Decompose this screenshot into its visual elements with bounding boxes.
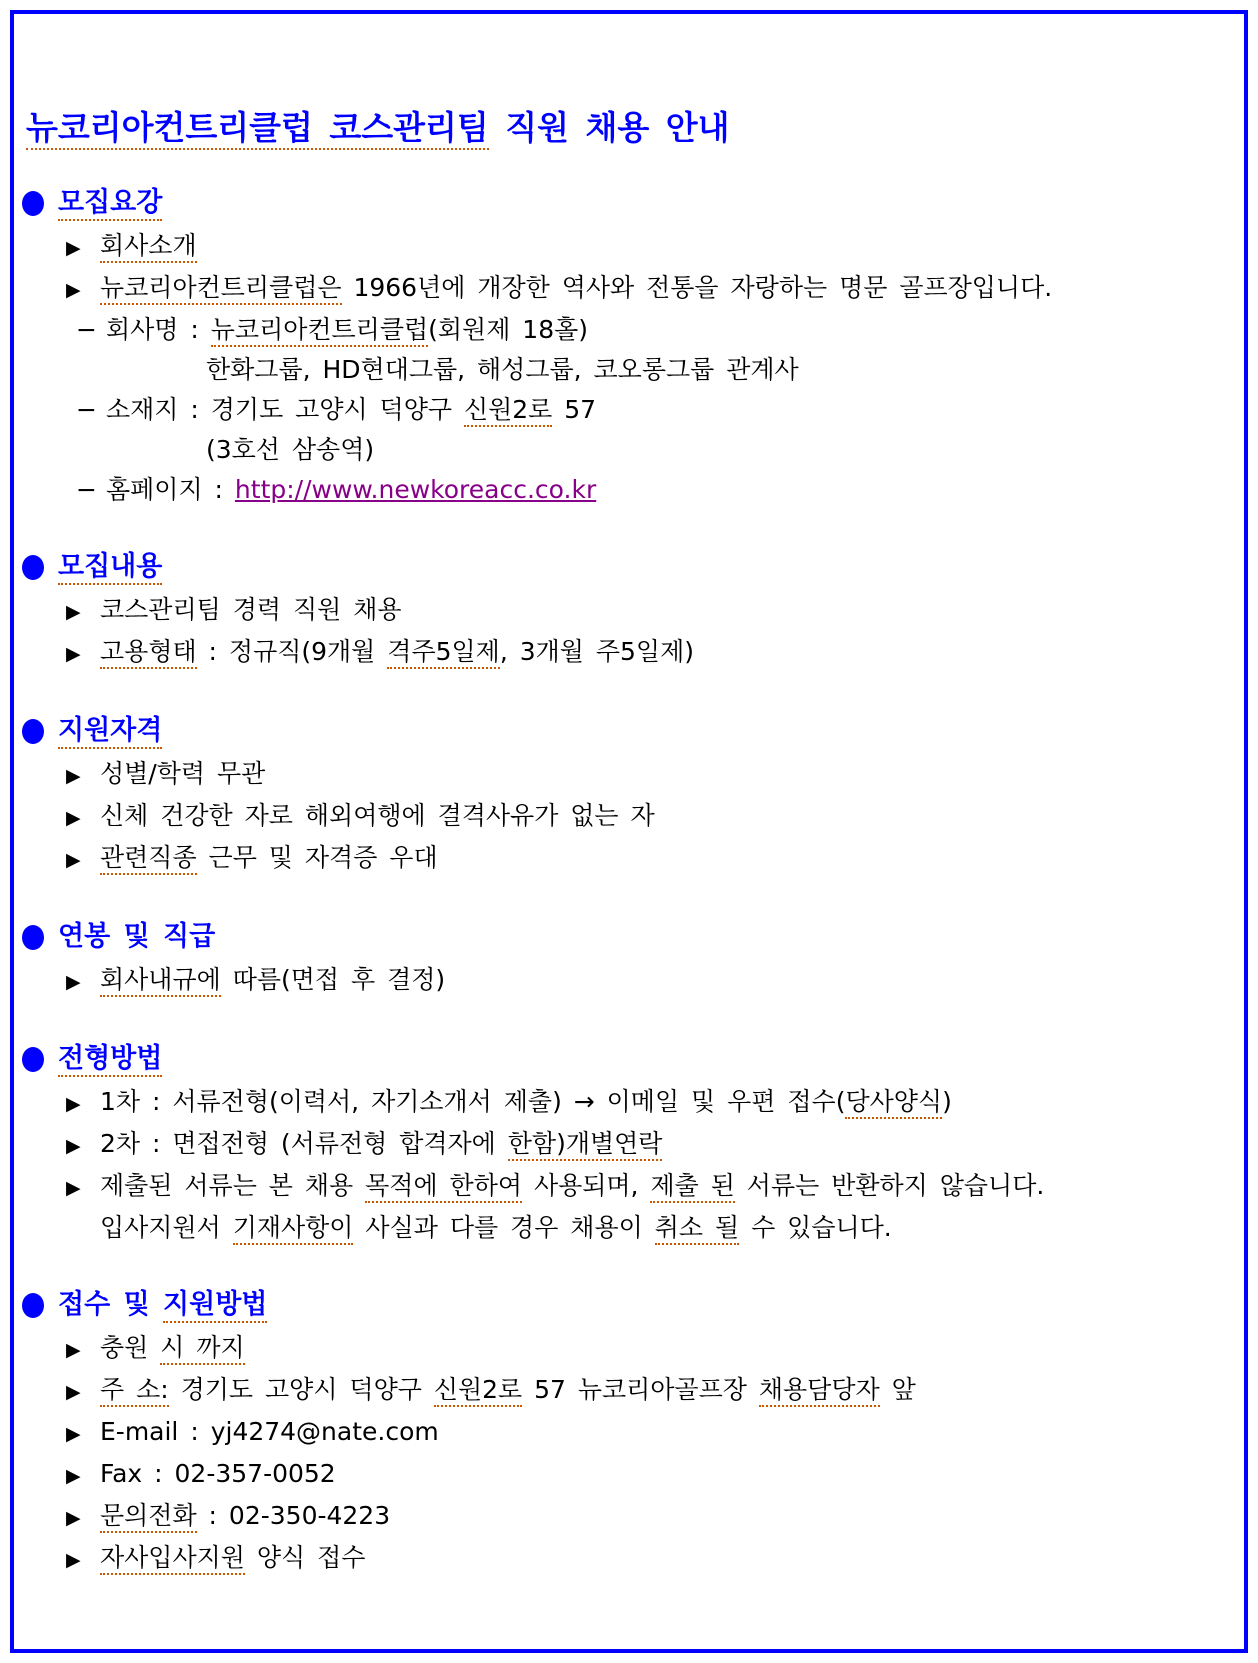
list-item	[20, 1328, 1228, 1370]
spellcheck-marked-text: 당사양식	[845, 1087, 942, 1119]
text-segment: 한화그룹, HD현대그룹, 해성그룹, 코오롱그룹 관계사	[206, 355, 799, 384]
text-segment: 2차 : 면접전형 (서류전형 합격자에	[100, 1129, 508, 1158]
spellcheck-marked-text: 격주5일제	[387, 637, 500, 669]
section-heading-row	[20, 1282, 1228, 1328]
text-segment: : 정규직(9개월	[196, 637, 388, 666]
text-segment: 신체 건강한 자로 해외여행에 결격사유가 없는 자	[100, 801, 655, 830]
text-segment: 성별/학력 무관	[100, 759, 266, 788]
text-segment: 57 뉴코리아골프장	[522, 1375, 759, 1404]
text-segment: 사실과 다를 경우 채용이	[353, 1213, 655, 1242]
section-heading	[58, 1036, 162, 1082]
spellcheck-marked-text: 회사내규에	[100, 965, 221, 997]
spellcheck-marked-text: 한함)개별연락	[508, 1129, 663, 1161]
dash-bullet-icon: −	[76, 475, 97, 504]
arrow-bullet-icon: ▶	[66, 279, 81, 301]
list-item	[20, 1082, 1228, 1124]
text-segment: )	[942, 1087, 952, 1116]
list-item-text	[100, 1538, 365, 1578]
text-segment: 경기도 고양시 덕양구	[168, 1375, 434, 1404]
text-segment: 사용되며,	[522, 1171, 651, 1200]
text-segment: 연봉 및 직급	[58, 921, 216, 952]
arrow-bullet-icon: ▶	[66, 849, 81, 871]
section-heading-row	[20, 180, 1228, 226]
sections	[20, 180, 1228, 1580]
list-item	[20, 1412, 1228, 1454]
list-item-text	[100, 796, 655, 836]
arrow-bullet-icon: ▶	[66, 1135, 81, 1157]
section-heading	[58, 180, 162, 226]
section-heading	[58, 914, 215, 960]
spellcheck-marked-text: 지원방법	[163, 1289, 267, 1323]
section-heading-row	[20, 544, 1228, 590]
section-bullet-circle-icon	[22, 191, 44, 216]
list-item-text	[100, 1328, 245, 1368]
list-item	[20, 1496, 1228, 1538]
spellcheck-marked-text: 기재사항이	[233, 1213, 354, 1245]
text-segment: 앞	[879, 1375, 916, 1404]
text-segment: 회사명 :	[106, 315, 211, 344]
spellcheck-marked-text: 주 소:	[100, 1375, 169, 1407]
section	[20, 180, 1228, 510]
list-item	[20, 310, 1228, 350]
text-segment: 제출된 서류는 본 채용	[100, 1171, 366, 1200]
list-item	[20, 350, 1228, 390]
list-item	[20, 390, 1228, 430]
list-item-text	[100, 838, 438, 878]
text-segment: 접수 및	[58, 1289, 164, 1320]
arrow-bullet-icon: ▶	[66, 807, 81, 829]
text-segment: 양식 접수	[244, 1543, 366, 1572]
dash-bullet-icon: −	[76, 315, 97, 344]
dash-bullet-icon: −	[76, 395, 97, 424]
list-item-text	[106, 470, 596, 510]
arrow-bullet-icon: ▶	[66, 643, 81, 665]
spellcheck-marked-text: 제출 된	[650, 1171, 734, 1203]
list-item	[20, 268, 1228, 310]
list-item	[20, 1454, 1228, 1496]
arrow-bullet-icon: ▶	[66, 1549, 81, 1571]
spellcheck-marked-text: 모집요강	[58, 187, 162, 221]
list-item-text	[100, 1124, 662, 1164]
arrow-bullet-icon: ▶	[66, 1423, 81, 1445]
list-item-text	[106, 390, 596, 430]
list-item	[20, 796, 1228, 838]
text-segment: 충원	[100, 1333, 161, 1362]
section-heading-row	[20, 708, 1228, 754]
page-title	[26, 102, 1228, 154]
list-item	[20, 1124, 1228, 1166]
document-border-frame	[10, 10, 1248, 1653]
list-item	[20, 632, 1228, 674]
arrow-bullet-icon: ▶	[66, 1465, 81, 1487]
text-segment: 수 있습니다.	[739, 1213, 892, 1242]
homepage-link[interactable]: http://www.newkoreacc.co.kr	[234, 475, 597, 504]
list-item-text	[206, 430, 374, 470]
spellcheck-marked-text: 관련직종	[100, 843, 197, 875]
section-bullet-circle-icon	[22, 1293, 44, 1318]
list-item-text	[100, 226, 197, 266]
text-segment: 코스관리팀 경력 직원 채용	[100, 595, 402, 624]
text-segment: E-mail : yj4274@nate.com	[100, 1417, 439, 1446]
list-item-text	[206, 350, 799, 390]
spellcheck-marked-text: 지원자격	[58, 715, 162, 749]
list-item	[20, 1166, 1228, 1208]
spellcheck-marked-text: 시 까지	[160, 1333, 244, 1365]
section-heading-row	[20, 1036, 1228, 1082]
spellcheck-marked-text: 신원2로	[434, 1375, 522, 1407]
list-item	[20, 838, 1228, 880]
spellcheck-marked-text: 목적에 한하여	[365, 1171, 522, 1203]
text-segment: 서류는 반환하지 않습니다.	[734, 1171, 1045, 1200]
arrow-bullet-icon: ▶	[66, 237, 81, 259]
text-segment: (3호선 삼송역)	[206, 435, 375, 464]
list-item	[20, 430, 1228, 470]
spellcheck-marked-text: 뉴코리아컨트리클럽 코스관리팀	[26, 108, 489, 150]
spellcheck-marked-text: 고용형태	[100, 637, 197, 669]
arrow-bullet-icon: ▶	[66, 1507, 81, 1529]
text-segment: 따름(면접 후 결정)	[220, 965, 446, 994]
text-segment: (회원제 18홀)	[428, 315, 589, 344]
list-item-text	[100, 1370, 916, 1410]
list-item	[20, 590, 1228, 632]
list-item	[20, 1370, 1228, 1412]
list-item-text	[100, 268, 1052, 308]
spellcheck-marked-text: 회사소개	[100, 231, 197, 263]
list-item-text	[106, 310, 588, 350]
text-segment: Fax : 02-357-0052	[100, 1459, 336, 1488]
section-heading	[58, 708, 162, 754]
text-segment: 홈페이지 :	[106, 475, 235, 504]
section	[20, 544, 1228, 674]
text-segment: 직원 채용 안내	[488, 108, 730, 147]
list-item-text	[100, 1454, 336, 1494]
arrow-bullet-icon: ▶	[66, 1093, 81, 1115]
list-item-text	[100, 1166, 1044, 1206]
arrow-bullet-icon: ▶	[66, 601, 81, 623]
text-segment: 입사지원서	[100, 1213, 233, 1242]
section-heading	[58, 544, 162, 590]
arrow-bullet-icon: ▶	[66, 765, 81, 787]
list-item	[20, 470, 1228, 510]
section	[20, 914, 1228, 1002]
text-segment: , 3개월 주5일제)	[499, 637, 694, 666]
arrow-bullet-icon: ▶	[66, 1381, 81, 1403]
list-item	[20, 754, 1228, 796]
text-segment: 소재지 : 경기도 고양시 덕양구	[106, 395, 464, 424]
spellcheck-marked-text: 취소 될	[655, 1213, 739, 1245]
list-item	[20, 1208, 1228, 1248]
text-segment: 1차 : 서류전형(이력서, 자기소개서 제출) → 이메일 및 우편 접수(	[100, 1087, 846, 1116]
section	[20, 1036, 1228, 1248]
section	[20, 708, 1228, 880]
arrow-bullet-icon: ▶	[66, 1177, 81, 1199]
text-segment: : 02-350-4223	[196, 1501, 391, 1530]
list-item-text	[100, 1082, 952, 1122]
list-item-text	[100, 1496, 390, 1536]
section-bullet-circle-icon	[22, 719, 44, 744]
text-segment: 1966년에 개장한 역사와 전통을 자랑하는 명문 골프장입니다.	[341, 273, 1053, 302]
text-segment: 57	[552, 395, 597, 424]
spellcheck-marked-text: 전형방법	[58, 1043, 162, 1077]
list-item-text	[100, 1412, 439, 1452]
section-bullet-circle-icon	[22, 925, 44, 950]
text-segment: 근무 및 자격증 우대	[196, 843, 438, 872]
spellcheck-marked-text: 모집내용	[58, 551, 162, 585]
list-item	[20, 1538, 1228, 1580]
section-bullet-circle-icon	[22, 555, 44, 580]
list-item-text	[100, 1208, 892, 1248]
section-heading	[58, 1282, 267, 1328]
list-item-text	[100, 632, 694, 672]
spellcheck-marked-text: 자사입사지원	[100, 1543, 245, 1575]
list-item-text	[100, 754, 265, 794]
spellcheck-marked-text: 채용담당자	[759, 1375, 880, 1407]
section-heading-row	[20, 914, 1228, 960]
document-content	[14, 102, 1244, 1580]
section	[20, 1282, 1228, 1580]
spellcheck-marked-text: 문의전화	[100, 1501, 197, 1533]
arrow-bullet-icon: ▶	[66, 971, 81, 993]
spellcheck-marked-text: 신원2로	[464, 395, 552, 427]
list-item	[20, 960, 1228, 1002]
list-item	[20, 226, 1228, 268]
list-item-text	[100, 960, 445, 1000]
list-item-text	[100, 590, 402, 630]
section-bullet-circle-icon	[22, 1047, 44, 1072]
arrow-bullet-icon: ▶	[66, 1339, 81, 1361]
spellcheck-marked-text: 뉴코리아컨트리클럽은	[100, 273, 342, 305]
spellcheck-marked-text: 뉴코리아컨트리클럽	[211, 315, 428, 347]
